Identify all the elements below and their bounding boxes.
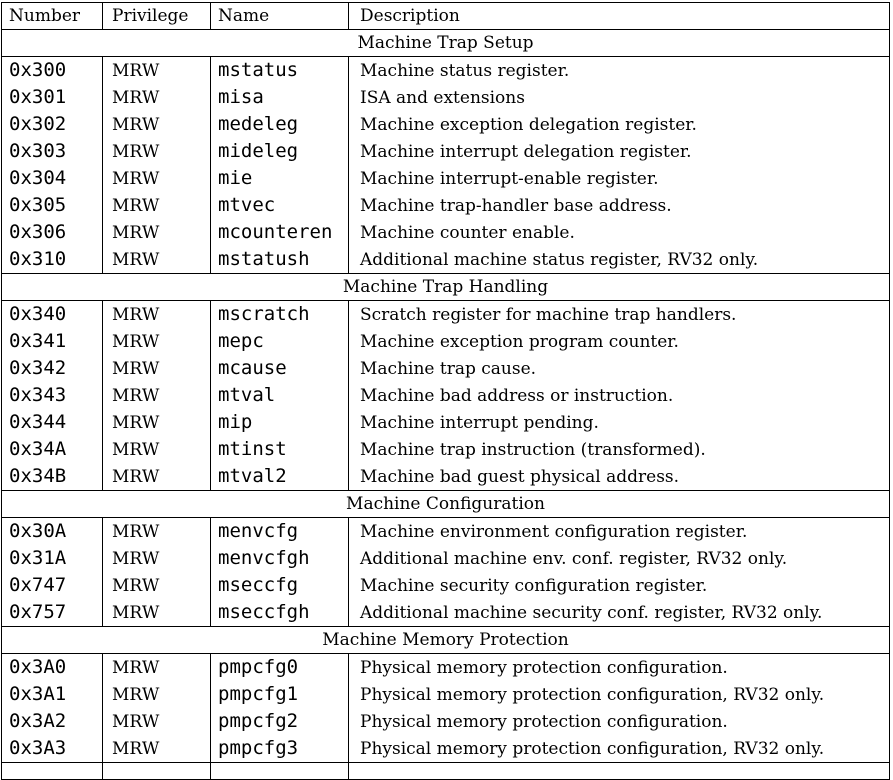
table-row bbox=[2, 328, 890, 355]
column-header-name: Name bbox=[211, 3, 349, 30]
cell-privilege: MRW bbox=[103, 735, 211, 763]
table-row bbox=[2, 165, 890, 192]
cell-name: mseccfg bbox=[211, 572, 349, 599]
cell-description: Machine exception program counter. bbox=[349, 328, 890, 355]
header-row bbox=[2, 3, 890, 30]
cell-name: pmpcfg1 bbox=[211, 681, 349, 708]
cell-privilege: MRW bbox=[103, 355, 211, 382]
cell-name: menvcfg bbox=[211, 518, 349, 546]
section-header-row bbox=[2, 627, 890, 654]
cell-number: 0x30A bbox=[2, 518, 103, 546]
cell-privilege: MRW bbox=[103, 138, 211, 165]
cell-description: Physical memory protection configuration. bbox=[349, 708, 890, 735]
cell-privilege: MRW bbox=[103, 301, 211, 329]
table-row bbox=[2, 301, 890, 329]
cell-name: mstatush bbox=[211, 246, 349, 274]
cell-name: mcause bbox=[211, 355, 349, 382]
cell-privilege: MRW bbox=[103, 436, 211, 463]
cell-privilege: MRW bbox=[103, 246, 211, 274]
cell-description: Additional machine env. conf. register, RV32 only. bbox=[349, 545, 890, 572]
cell-number: 0x310 bbox=[2, 246, 103, 274]
cell-number: 0x344 bbox=[2, 409, 103, 436]
cell-number: 0x303 bbox=[2, 138, 103, 165]
table-row bbox=[2, 219, 890, 246]
section-title: Machine Trap Setup bbox=[2, 30, 890, 57]
section-header-row bbox=[2, 274, 890, 301]
cell-description: Physical memory protection configuration. bbox=[349, 654, 890, 682]
cell-number: 0x341 bbox=[2, 328, 103, 355]
cell-number: 0x343 bbox=[2, 382, 103, 409]
table-row bbox=[2, 192, 890, 219]
cell-privilege: MRW bbox=[103, 518, 211, 546]
cell-number: 0x300 bbox=[2, 57, 103, 85]
cell-description: Machine trap cause. bbox=[349, 355, 890, 382]
cell-description: Machine counter enable. bbox=[349, 219, 890, 246]
cell-number: 0x340 bbox=[2, 301, 103, 329]
cell-privilege: MRW bbox=[103, 599, 211, 627]
table-row bbox=[2, 599, 890, 627]
table-row bbox=[2, 382, 890, 409]
cell-name: misa bbox=[211, 84, 349, 111]
cell-description: Additional machine status register, RV32 only. bbox=[349, 246, 890, 274]
cell-number: 0x304 bbox=[2, 165, 103, 192]
cell-privilege: MRW bbox=[103, 681, 211, 708]
cell-name: mip bbox=[211, 409, 349, 436]
section-title: Machine Memory Protection bbox=[2, 627, 890, 654]
section-header-row bbox=[2, 30, 890, 57]
cell-name: mepc bbox=[211, 328, 349, 355]
cell-number: 0x34B bbox=[2, 463, 103, 491]
cell-name: mtval2 bbox=[211, 463, 349, 491]
table-row bbox=[2, 654, 890, 682]
cell-number: 0x3A0 bbox=[2, 654, 103, 682]
cell-privilege: MRW bbox=[103, 463, 211, 491]
cell-privilege: MRW bbox=[103, 382, 211, 409]
cell-number: 0x301 bbox=[2, 84, 103, 111]
cell-privilege: MRW bbox=[103, 708, 211, 735]
cell-number: 0x306 bbox=[2, 219, 103, 246]
column-header-number: Number bbox=[2, 3, 103, 30]
cell-description: Machine interrupt pending. bbox=[349, 409, 890, 436]
cell-privilege: MRW bbox=[103, 84, 211, 111]
section-header-row bbox=[2, 491, 890, 518]
cell-description: Physical memory protection configuration, RV32 only. bbox=[349, 681, 890, 708]
table-header bbox=[2, 3, 890, 30]
cell-number: 0x3A3 bbox=[2, 735, 103, 763]
cell-empty bbox=[103, 763, 211, 780]
table-row bbox=[2, 138, 890, 165]
csr-table bbox=[1, 2, 890, 780]
cell-name: mtvec bbox=[211, 192, 349, 219]
column-header-description: Description bbox=[349, 3, 890, 30]
cell-name: mie bbox=[211, 165, 349, 192]
table-row bbox=[2, 111, 890, 138]
table-row bbox=[2, 518, 890, 546]
table-row bbox=[2, 84, 890, 111]
cell-number: 0x3A2 bbox=[2, 708, 103, 735]
cell-empty bbox=[349, 763, 890, 780]
cell-number: 0x31A bbox=[2, 545, 103, 572]
cell-description: Machine bad guest physical address. bbox=[349, 463, 890, 491]
cell-privilege: MRW bbox=[103, 111, 211, 138]
cell-number: 0x305 bbox=[2, 192, 103, 219]
cell-name: pmpcfg3 bbox=[211, 735, 349, 763]
cell-name: mseccfgh bbox=[211, 599, 349, 627]
table-row bbox=[2, 708, 890, 735]
cell-name: pmpcfg2 bbox=[211, 708, 349, 735]
cell-privilege: MRW bbox=[103, 654, 211, 682]
table-row bbox=[2, 246, 890, 274]
cell-description: Machine exception delegation register. bbox=[349, 111, 890, 138]
column-header-privilege: Privilege bbox=[103, 3, 211, 30]
cell-privilege: MRW bbox=[103, 409, 211, 436]
section-title: Machine Trap Handling bbox=[2, 274, 890, 301]
cell-description: Machine trap instruction (transformed). bbox=[349, 436, 890, 463]
cell-description: Machine interrupt-enable register. bbox=[349, 165, 890, 192]
cell-privilege: MRW bbox=[103, 572, 211, 599]
table-row bbox=[2, 545, 890, 572]
cell-number: 0x757 bbox=[2, 599, 103, 627]
cell-number: 0x34A bbox=[2, 436, 103, 463]
cell-number: 0x302 bbox=[2, 111, 103, 138]
table-row bbox=[2, 572, 890, 599]
cell-name: mtval bbox=[211, 382, 349, 409]
cell-description: Machine status register. bbox=[349, 57, 890, 85]
table-row bbox=[2, 463, 890, 491]
table-row-clipped bbox=[2, 763, 890, 780]
cell-privilege: MRW bbox=[103, 192, 211, 219]
cell-empty bbox=[211, 763, 349, 780]
table-row bbox=[2, 735, 890, 763]
cell-name: medeleg bbox=[211, 111, 349, 138]
table-row bbox=[2, 409, 890, 436]
cell-description: Scratch register for machine trap handlers. bbox=[349, 301, 890, 329]
cell-description: ISA and extensions bbox=[349, 84, 890, 111]
cell-number: 0x747 bbox=[2, 572, 103, 599]
cell-privilege: MRW bbox=[103, 57, 211, 85]
csr-table-body bbox=[2, 30, 890, 780]
cell-name: mscratch bbox=[211, 301, 349, 329]
table-row bbox=[2, 355, 890, 382]
cell-description: Machine environment configuration register. bbox=[349, 518, 890, 546]
table-row bbox=[2, 681, 890, 708]
cell-name: pmpcfg0 bbox=[211, 654, 349, 682]
cell-description: Additional machine security conf. register, RV32 only. bbox=[349, 599, 890, 627]
cell-description: Machine bad address or instruction. bbox=[349, 382, 890, 409]
cell-name: mideleg bbox=[211, 138, 349, 165]
cell-empty bbox=[2, 763, 103, 780]
table-row bbox=[2, 436, 890, 463]
section-title: Machine Configuration bbox=[2, 491, 890, 518]
cell-name: mcounteren bbox=[211, 219, 349, 246]
table-row bbox=[2, 57, 890, 85]
cell-description: Physical memory protection configuration, RV32 only. bbox=[349, 735, 890, 763]
cell-description: Machine security configuration register. bbox=[349, 572, 890, 599]
cell-number: 0x3A1 bbox=[2, 681, 103, 708]
cell-name: menvcfgh bbox=[211, 545, 349, 572]
cell-description: Machine interrupt delegation register. bbox=[349, 138, 890, 165]
cell-privilege: MRW bbox=[103, 328, 211, 355]
cell-privilege: MRW bbox=[103, 545, 211, 572]
cell-name: mstatus bbox=[211, 57, 349, 85]
cell-number: 0x342 bbox=[2, 355, 103, 382]
cell-description: Machine trap-handler base address. bbox=[349, 192, 890, 219]
cell-name: mtinst bbox=[211, 436, 349, 463]
cell-privilege: MRW bbox=[103, 219, 211, 246]
cell-privilege: MRW bbox=[103, 165, 211, 192]
